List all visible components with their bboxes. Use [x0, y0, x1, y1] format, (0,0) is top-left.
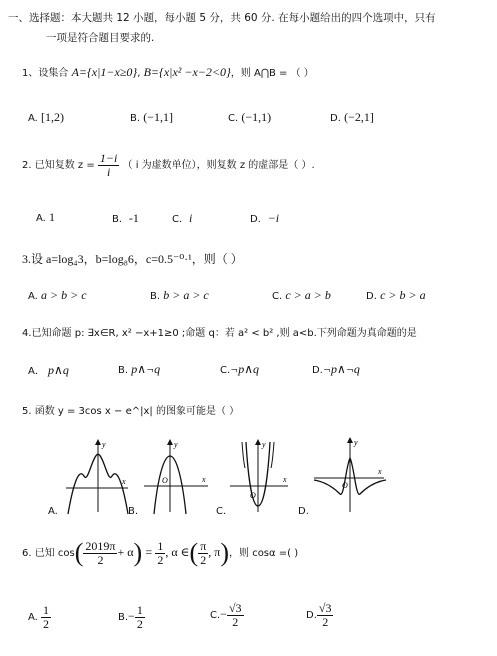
axis-x-label: x: [378, 467, 382, 476]
q1-option-b[interactable]: B. (−1,1]: [130, 110, 173, 124]
question-4: 4.已知命题 p: ∃x∈R, x² −x+1≥0 ;命题 q：若 a² < b² ,则 a<b.下列命题为真命题的是: [22, 328, 417, 339]
q2-option-c[interactable]: C．i: [172, 211, 193, 225]
q4-option-a[interactable]: A． p∧q: [28, 363, 69, 377]
q2-option-b[interactable]: B．-1: [112, 211, 139, 225]
q4-option-c[interactable]: C.¬p∧q: [220, 362, 260, 376]
q3-option-d[interactable]: D. c > b > a: [366, 288, 426, 302]
graph-a[interactable]: [62, 436, 132, 516]
axis-x-label: x: [202, 475, 206, 484]
axis-y-label: y: [102, 440, 106, 449]
graph-label-b: B.: [128, 506, 139, 517]
q4-option-b[interactable]: B. p∧¬q: [118, 362, 161, 376]
q3-option-c[interactable]: C. c > a > b: [272, 288, 331, 302]
origin-label: O: [250, 491, 256, 500]
q4-option-d[interactable]: D.¬p∧¬q: [312, 362, 360, 376]
q6-option-d[interactable]: D. $\frac{√3}{2}$: [306, 601, 332, 629]
fraction: $\frac{1-i}{i}$: [99, 151, 118, 179]
question-prefix: 设集合: [38, 68, 69, 79]
q6-option-c[interactable]: C.− $\frac{√3}{2}$: [210, 601, 242, 629]
question-number: 1、: [22, 68, 39, 79]
axis-y-label: y: [262, 440, 266, 449]
q3-option-b[interactable]: B. b > a > c: [150, 288, 209, 302]
q1-option-d[interactable]: D. (−2,1]: [330, 110, 374, 124]
graph-d[interactable]: [312, 436, 388, 516]
question-5: 5. 函数 y = 3cos x − e^|x| 的图象可能是（ ）: [22, 406, 240, 417]
q6-option-b[interactable]: B.− $\frac{1}{2}$: [118, 603, 143, 631]
graph-label-d: D.: [298, 506, 309, 517]
question-ask: ，则 A⋂B = （ ）: [230, 68, 314, 79]
section-title: 一、选择题：本大题共 12 小题，每小题 5 分，共 60 分. 在每小题给出的四个选项中，只有: [8, 12, 436, 24]
q3-option-a[interactable]: A. a > b > c: [28, 288, 87, 302]
section-title-continued: 一项是符合题目要求的.: [46, 32, 155, 44]
graph-b[interactable]: [140, 436, 212, 516]
graph-c[interactable]: [228, 436, 292, 516]
question-3: 3.设 a=log₄3，b=log₈6，c=0.5⁻⁰·¹，则（ ）: [22, 252, 243, 266]
axis-y-label: y: [354, 438, 358, 447]
axis-x-label: x: [122, 477, 126, 486]
origin-label: O: [342, 481, 348, 490]
q1-option-a[interactable]: A. [1,2): [28, 110, 65, 124]
question-6: 6. 已知 cos( $\frac{2019\pi}{2}$ + α) = $\frac{1}{2}$ , α ∈( $\frac{\pi}{2}$ , π)，则 cosα =( ): [22, 538, 299, 568]
question-2: 2. 已知复数 z = $\frac{1-i}{i}$ （ i 为虚数单位），则复数 z 的虚部是（ ）.: [22, 151, 315, 179]
question-1: 1、设集合 A={x|1−x≥0}, B={x|x² −x−2<0}，则 A⋂B = （ ）: [22, 65, 314, 79]
set-a: A={x|1−x≥0}: [71, 65, 138, 79]
q2-option-a[interactable]: A. 1: [36, 210, 56, 224]
q6-option-a[interactable]: A. $\frac{1}{2}$: [28, 603, 50, 631]
graph-label-c: C.: [216, 506, 227, 517]
graph-label-a: A.: [48, 506, 58, 517]
q1-option-c[interactable]: C. (−1,1): [228, 110, 272, 124]
q2-option-d[interactable]: D．−i: [250, 211, 280, 225]
set-b: B={x|x² −x−2<0}: [143, 65, 231, 79]
axis-x-label: x: [283, 475, 287, 484]
axis-y-label: y: [174, 440, 178, 449]
origin-label: O: [162, 476, 168, 485]
